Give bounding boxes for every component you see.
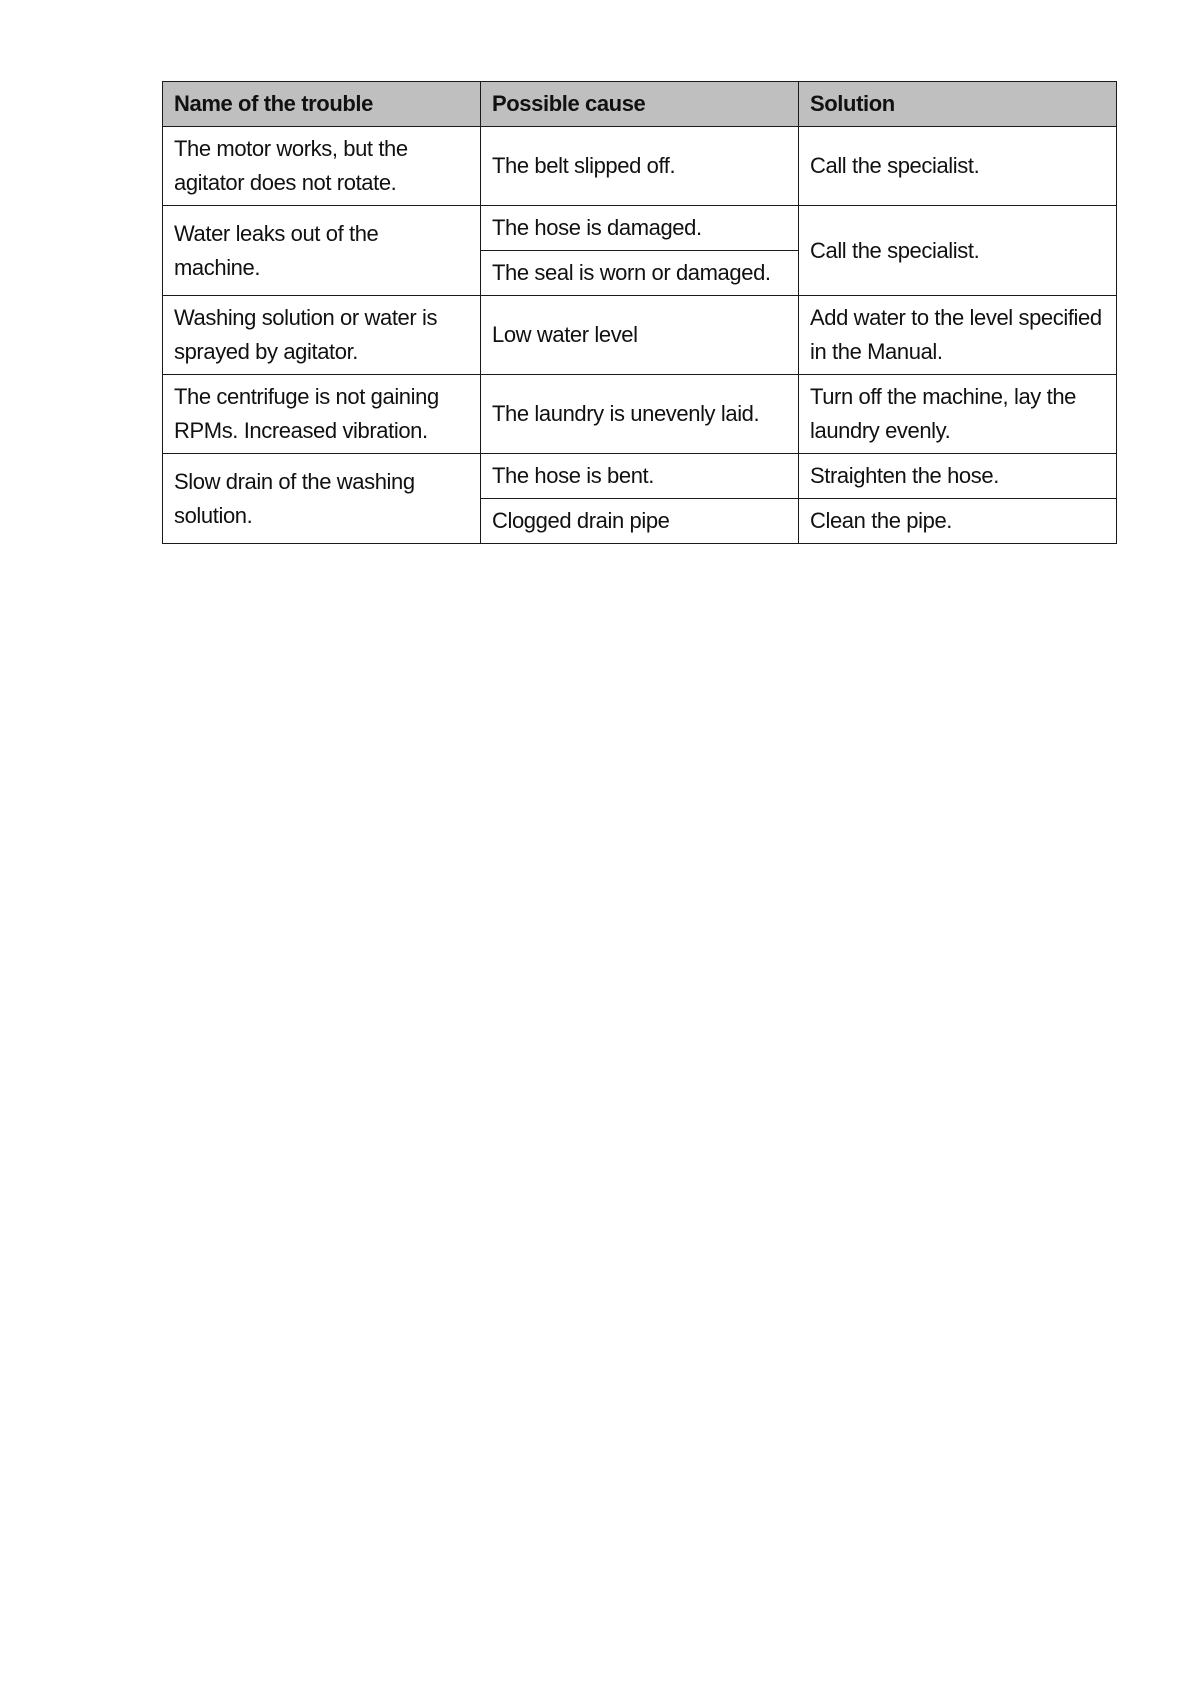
solution-cell: Call the specialist. [799,127,1117,206]
trouble-cell: The centrifuge is not gaining RPMs. Increased vibration. [163,375,481,454]
cause-cell: Clogged drain pipe [481,499,799,544]
solution-cell: Add water to the level specified in the Manual. [799,296,1117,375]
trouble-cell: The motor works, but the agitator does not rotate. [163,127,481,206]
solution-cell: Turn off the machine, lay the laundry evenly. [799,375,1117,454]
troubleshooting-table [162,81,1117,544]
cause-cell: The hose is damaged. [481,206,799,251]
trouble-cell: Washing solution or water is sprayed by agitator. [163,296,481,375]
solution-cell: Call the specialist. [799,206,1117,296]
table-row [163,296,1117,375]
cause-cell: The belt slipped off. [481,127,799,206]
header-cause: Possible cause [481,82,799,127]
header-trouble: Name of the trouble [163,82,481,127]
solution-cell: Clean the pipe. [799,499,1117,544]
solution-cell: Straighten the hose. [799,454,1117,499]
cause-cell: The seal is worn or damaged. [481,251,799,296]
cause-cell: The hose is bent. [481,454,799,499]
cause-cell: Low water level [481,296,799,375]
header-solution: Solution [799,82,1117,127]
trouble-cell: Slow drain of the washing solution. [163,454,481,544]
table-row [163,375,1117,454]
table-row [163,454,1117,499]
table-row [163,127,1117,206]
cause-cell: The laundry is unevenly laid. [481,375,799,454]
table-header-row [163,82,1117,127]
table-row [163,206,1117,251]
trouble-cell: Water leaks out of the machine. [163,206,481,296]
